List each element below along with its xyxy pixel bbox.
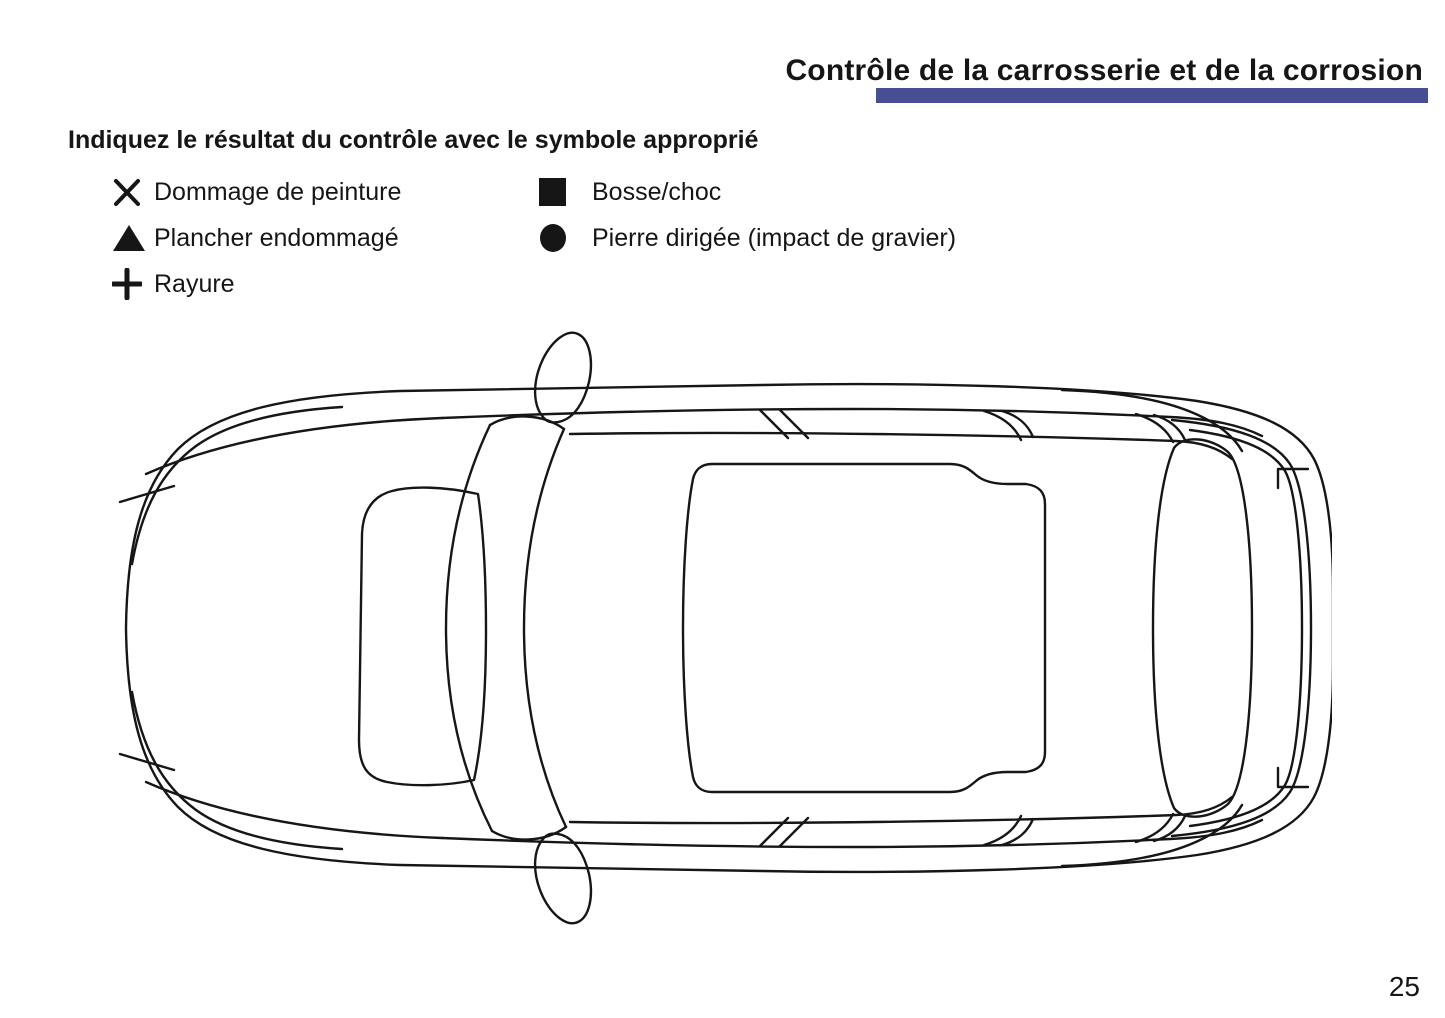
legend-label: Dommage de peinture: [154, 177, 402, 206]
legend-column-1: [112, 169, 401, 307]
car-side-line: [442, 409, 1262, 436]
instruction-text: Indiquez le résultat du contrôle avec le symbole approprié: [68, 126, 759, 154]
legend-item-dent: [538, 169, 956, 215]
legend-column-2: [538, 169, 956, 261]
triangle-icon: [112, 224, 154, 252]
page-number: 25: [1388, 971, 1420, 1002]
car-trunk-line: [1190, 430, 1302, 826]
legend-label: Plancher endommagé: [154, 223, 399, 252]
plus-mark-icon: [112, 268, 154, 300]
car-diagram-container: [112, 328, 1332, 958]
car-window-rail: [570, 797, 1232, 823]
car-rear-window: [1153, 439, 1252, 816]
legend-label: Rayure: [154, 269, 235, 298]
car-top-view-diagram: [112, 328, 1332, 958]
title-underline: [876, 88, 1428, 103]
car-fender-line: [146, 782, 442, 838]
legend-item-damaged-floor: [112, 215, 401, 261]
legend-item-scratch: [112, 261, 401, 307]
car-hood: [359, 488, 486, 786]
circle-icon: [538, 223, 592, 253]
car-line-art: [120, 333, 1332, 924]
x-mark-icon: [112, 177, 154, 207]
car-roof-panel: [683, 464, 1045, 792]
legend-label: Pierre dirigée (impact de gravier): [592, 223, 957, 252]
legend-label: Bosse/choc: [592, 177, 722, 206]
car-window-rail: [570, 433, 1232, 459]
page-title: Contrôle de la carrosserie et de la corrosion: [785, 54, 1423, 87]
car-fender-line: [146, 418, 442, 474]
legend-item-stone-chip: [538, 215, 956, 261]
car-mirror-bottom: [535, 834, 591, 924]
car-mirror-top: [535, 333, 591, 423]
car-outer-body: [126, 384, 1332, 872]
legend-item-paint-damage: [112, 169, 401, 215]
car-windshield: [524, 429, 566, 827]
square-icon: [538, 177, 592, 207]
